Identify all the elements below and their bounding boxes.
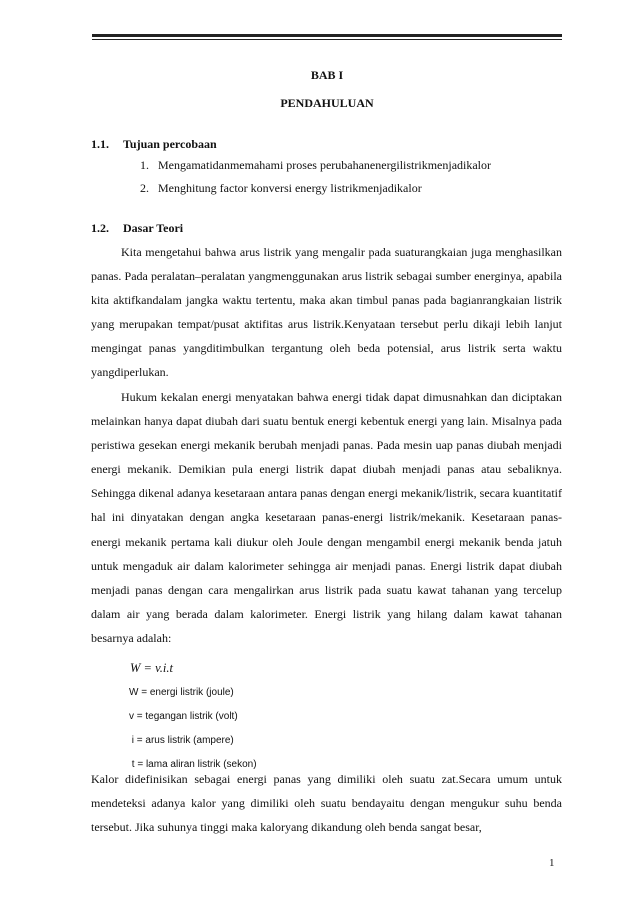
list-text: Mengamatidanmemahami proses perubahanenergilistrikmenjadikalor <box>158 158 492 172</box>
definition-item: i = arus listrik (ampere) <box>129 735 234 746</box>
page-number: 1 <box>549 857 555 869</box>
chapter-label: BAB I <box>310 68 344 82</box>
paragraph-3: Kalor didefinisikan sebagai energi panas yang dimiliki oleh suatu zat.Secara umum untuk mendeteksi adanya kalor yang dimiliki oleh suatu bendayaitu dengan mengukur suhu benda tersebut. Jika suhunya tinggi maka kaloryang dikandung oleh benda sangat besar, <box>91 772 562 835</box>
section-number: 1.2. <box>91 221 109 235</box>
list-item <box>140 158 491 173</box>
section-title: Tujuan percobaan <box>123 137 217 151</box>
chapter-title: PENDAHULUAN <box>280 96 374 110</box>
section-title: Dasar Teori <box>123 221 184 235</box>
header-rule-thin <box>92 39 562 40</box>
list-item <box>140 181 422 196</box>
section-heading-dasar-teori <box>91 221 183 236</box>
formula: W = v.i.t <box>130 661 173 675</box>
list-number: 1. <box>140 158 149 172</box>
paragraph-1: Kita mengetahui bahwa arus listrik yang mengalir pada suaturangkaian juga menghasilkan panas. Pada peralatan–peralatan yangmenggunakan arus listrik sebagai sumber energinya, apabila kita aktifkandalam jangka waktu tertentu, maka akan timbul panas pada bagianrangkaian listrik yang merupakan tempat/pusat aktifitas arus listrik.Kenyataan tersebut perlu dikaji lebih lanjut mengingat panas yangditimbulkan tergantung oleh beda potensial, arus listrik serta waktu yangdiperlukan. <box>91 245 562 380</box>
list-text: Menghitung factor konversi energy listrikmenjadikalor <box>158 181 422 195</box>
definition-item: W = energi listrik (joule) <box>129 687 234 698</box>
definition-item: v = tegangan listrik (volt) <box>129 711 238 722</box>
list-number: 2. <box>140 181 149 195</box>
definition-item: t = lama aliran listrik (sekon) <box>129 759 257 770</box>
section-heading-tujuan <box>91 137 217 152</box>
header-rule-thick <box>92 34 562 37</box>
section-number: 1.1. <box>91 137 109 151</box>
paragraph-2: Hukum kekalan energi menyatakan bahwa energi tidak dapat dimusnahkan dan diciptakan melainkan hanya dapat diubah dari suatu bentuk energi kebentuk energi yang lain. Misalnya pada peristiwa gesekan energi mekanik berubah menjadi panas. Pada mesin uap panas diubah menjadi energi mekanik. Demikian pula energi listrik dapat diubah menjadi panas atau sebaliknya. Sehingga dikenal adanya kesetaraan antara panas dengan energi mekanik/listrik, secara kuantitatif hal ini dinyatakan dengan angka kesetaraan panas-energi listrik/mekanik. Kesetaraan panas-energi mekanik pertama kali diukur oleh Joule dengan mengambil energi mekanik benda jatuh untuk mengaduk air dalam kalorimeter sehingga air menjadi panas. Energi listrik dapat diubah menjadi panas dengan cara mengalirkan arus listrik pada suatu kawat tahanan yang tercelup dalam air yang berada dalam kalorimeter. Energi listrik yang hilang dalam kawat tahanan besarnya adalah: <box>91 390 562 645</box>
